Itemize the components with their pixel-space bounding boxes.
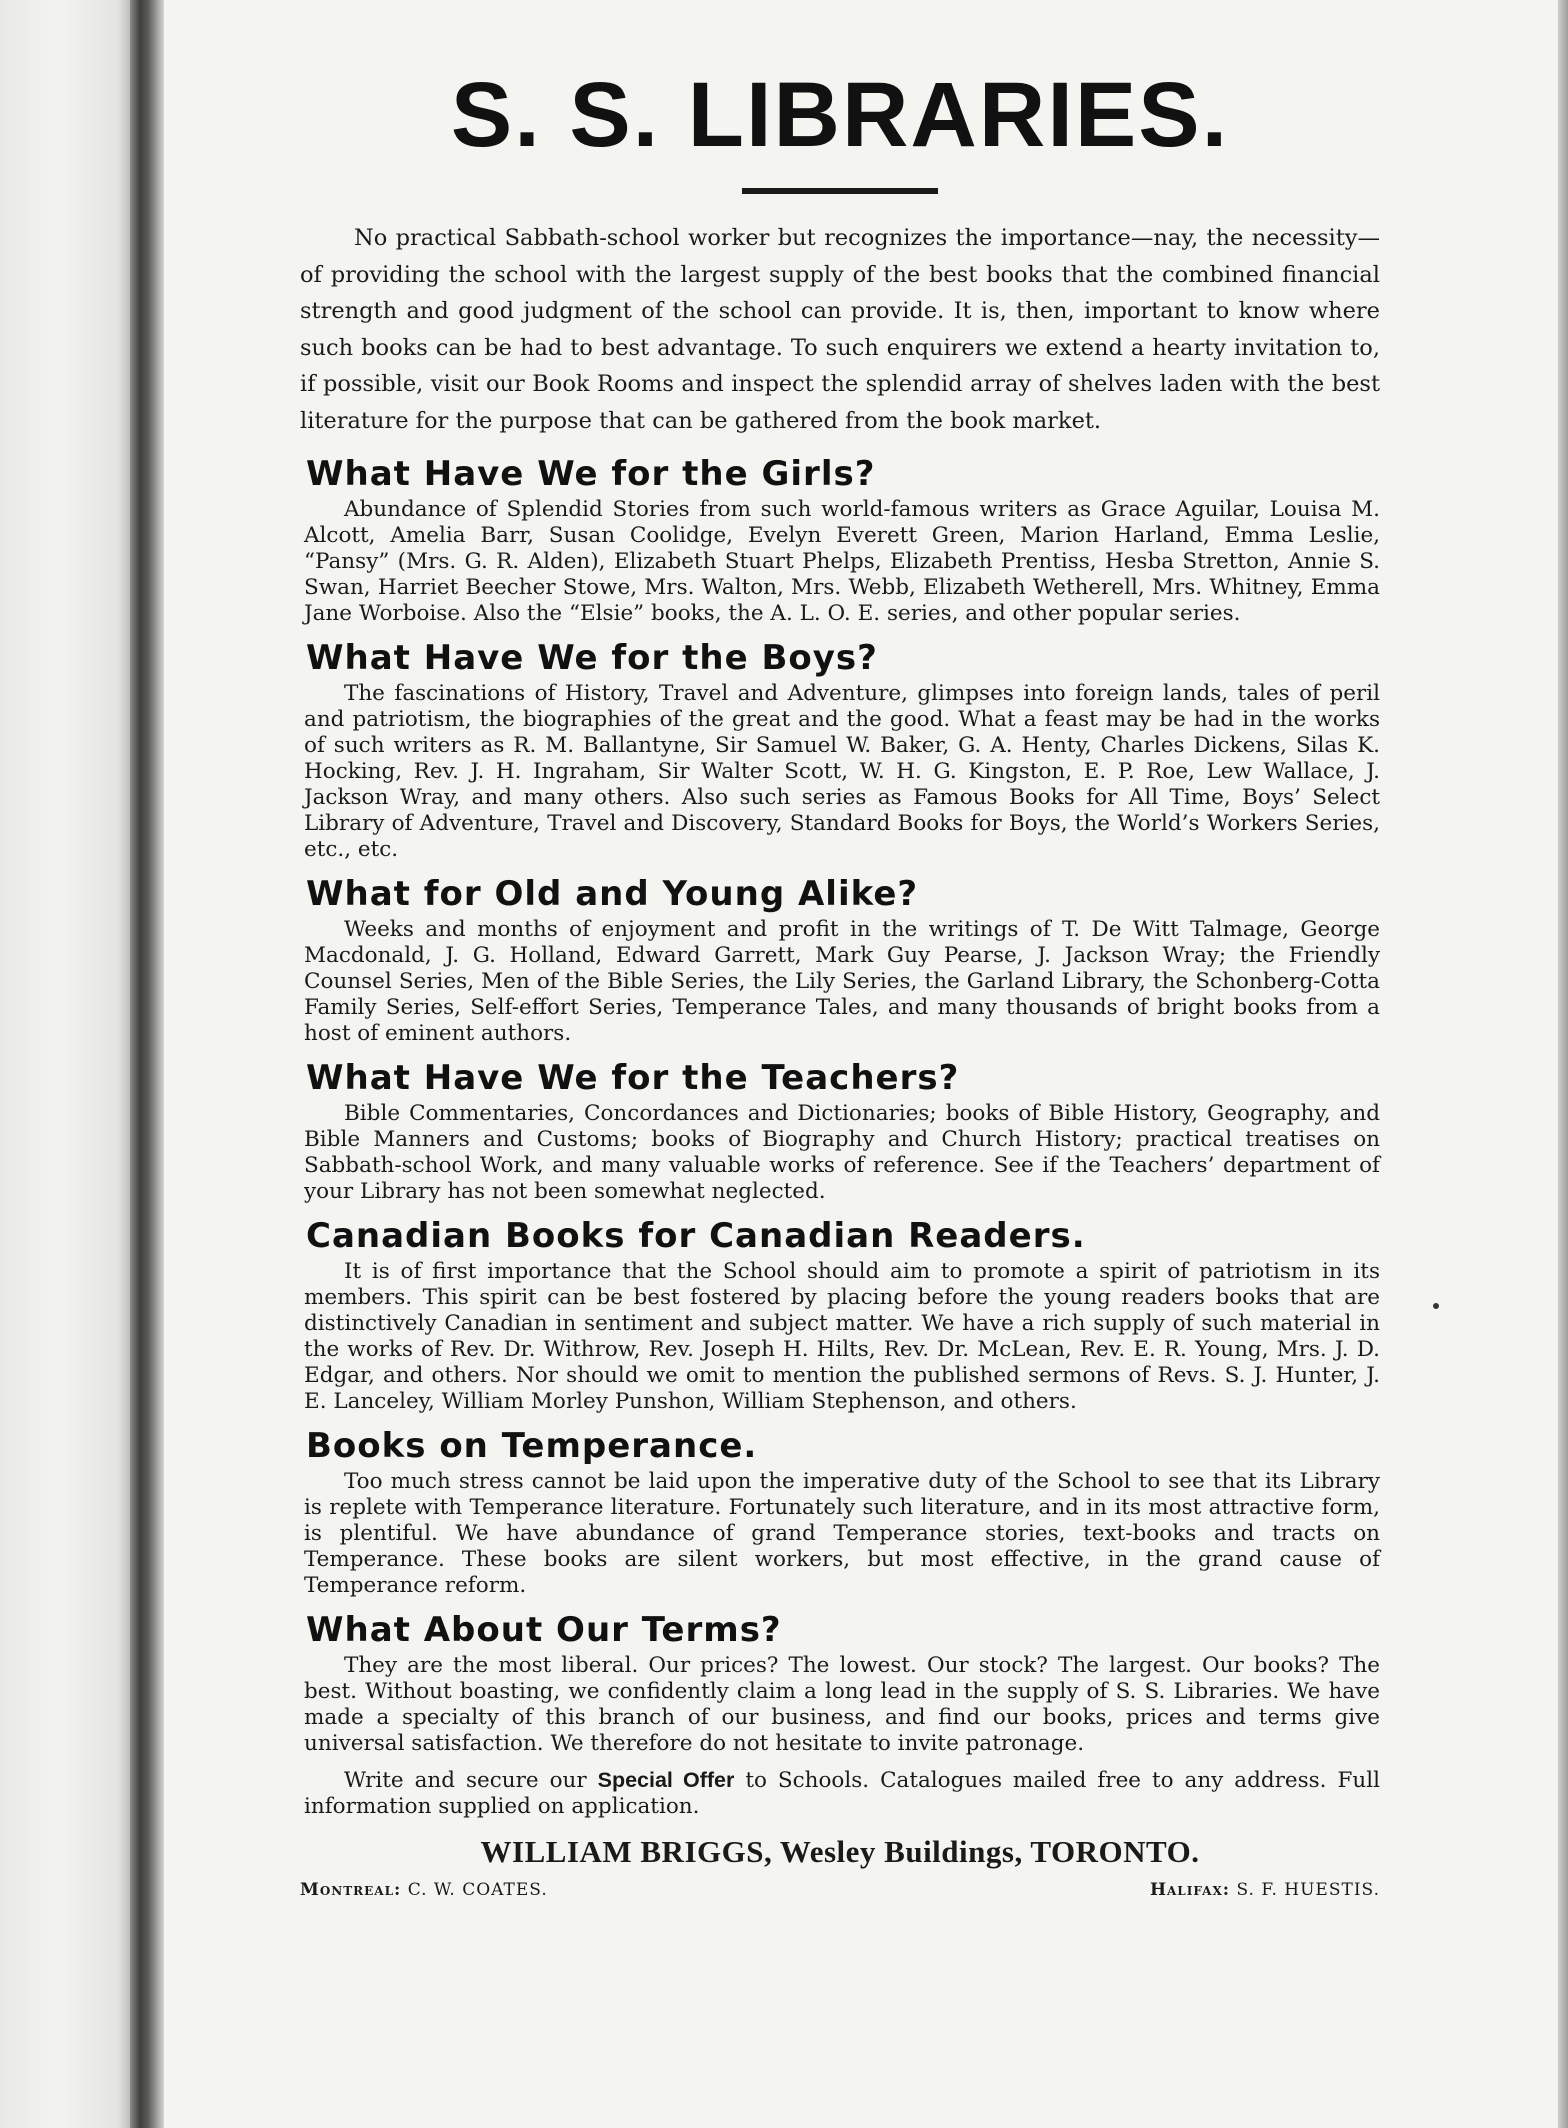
- section-old-and-young: [300, 873, 1380, 1047]
- section-canadian-books: [300, 1215, 1380, 1415]
- page-binding-edge: [130, 0, 164, 2128]
- special-offer-label: Special Offer: [597, 1768, 735, 1792]
- section-boys: [300, 637, 1380, 863]
- section-teachers: [300, 1057, 1380, 1205]
- section-body: Too much stress cannot be laid upon the imperative duty of the School to see that its Library is replete with Temperance literature. Fortunately such literature, and in its most attractive form, is plentiful. We have abundance of grand Temperance stories, text-books and tracts on Temperance. These books are silent workers, but most effective, in the grand cause of Temperance reform.: [304, 1469, 1380, 1598]
- section-body: The fascinations of History, Travel and Adventure, glimpses into foreign lands, tales of peril and patriotism, the biographies of the great and the good. What a feast may be had in the works of such writers as R. M. Ballantyne, Sir Samuel W. Baker, G. A. Henty, Charles Dickens, Silas K. Hocking, Rev. J. H. Ingraham, Sir Walter Scott, W. H. G. Kingston, E. P. Roe, Lew Wallace, J. Jackson Wray, and many others. Also such series as Famous Books for All Time, Boys’ Select Library of Adventure, Travel and Discovery, Standard Books for Boys, the World’s Workers Series, etc., etc.: [304, 681, 1380, 862]
- branch-offices: [300, 1880, 1380, 1900]
- section-heading: What Have We for the Teachers?: [306, 1058, 960, 1098]
- section-body: They are the most liberal. Our prices? The lowest. Our stock? The largest. Our books? The best. Without boasting, we confidently claim a long lead in the supply of S. S. Libraries. We have made a specialty of this branch of our business, and find our books, prices and terms give universal satisfaction. We therefore do not hesitate to invite patronage.: [304, 1653, 1380, 1756]
- section-girls: [300, 453, 1380, 627]
- offer-text-after: to Schools. Catalogues mailed free to any address. Full information supplied on application.: [304, 1768, 1380, 1819]
- intro-paragraph: No practical Sabbath-school worker but recognizes the importance—nay, the necessity—of providing the school with the largest supply of the best books that the combined financial strength and good judgment of the school can provide. It is, then, important to know where such books can be had to best advantage. To such enquirers we extend a hearty invitation to, if possible, visit our Book Rooms and inspect the splendid array of shelves laden with the best literature for the purpose that can be gathered from the book market.: [300, 225, 1380, 434]
- section-heading: What Have We for the Girls?: [306, 454, 876, 494]
- section-heading: Books on Temperance.: [306, 1426, 758, 1466]
- branch-agent: S. F. HUESTIS.: [1230, 1880, 1380, 1900]
- title-rule: [742, 188, 938, 194]
- section-temperance: [300, 1425, 1380, 1599]
- section-terms: [300, 1609, 1380, 1820]
- branch-halifax: [1150, 1880, 1380, 1900]
- print-speck: [1433, 1303, 1439, 1309]
- section-heading: What for Old and Young Alike?: [306, 874, 919, 914]
- section-body: It is of first importance that the School should aim to promote a spirit of patriotism in its members. This spirit can be best fostered by placing before the young readers books that are distinctively Canadian in sentiment and subject matter. We have a rich supply of such material in the works of Rev. Dr. Withrow, Rev. Joseph H. Hilts, Rev. Dr. McLean, Rev. E. R. Young, Mrs. J. D. Edgar, and others. Nor should we omit to mention the published sermons of Revs. S. J. Hunter, J. E. Lanceley, William Morley Punshon, William Stephenson, and others.: [304, 1259, 1380, 1414]
- section-heading: Canadian Books for Canadian Readers.: [306, 1216, 1086, 1256]
- section-body: Abundance of Splendid Stories from such world-famous writers as Grace Aguilar, Louisa M. Alcott, Amelia Barr, Susan Coolidge, Evelyn Everett Green, Marion Harland, Emma Leslie, “Pansy” (Mrs. G. R. Alden), Elizabeth Stuart Phelps, Elizabeth Prentiss, Hesba Stretton, Annie S. Swan, Harriet Beecher Stowe, Mrs. Walton, Mrs. Webb, Elizabeth Wetherell, Mrs. Whitney, Emma Jane Worboise. Also the “Elsie” books, the A. L. O. E. series, and other popular series.: [304, 497, 1380, 626]
- section-body: Weeks and months of enjoyment and profit in the writings of T. De Witt Talmage, George Macdonald, J. G. Holland, Edward Garrett, Mark Guy Pearse, J. Jackson Wray; the Friendly Counsel Series, Men of the Bible Series, the Lily Series, the Garland Library, the Schonberg-Cotta Family Series, Self-effort Series, Temperance Tales, and many thousands of bright books from a host of eminent authors.: [304, 917, 1380, 1046]
- special-offer-paragraph: [304, 1767, 1380, 1820]
- section-body: Bible Commentaries, Concordances and Dictionaries; books of Bible History, Geography, and Bible Manners and Customs; books of Biography and Church History; practical treatises on Sabbath-school Work, and many valuable works of reference. See if the Teachers’ department of your Library has not been somewhat neglected.: [304, 1101, 1380, 1204]
- section-heading: What About Our Terms?: [306, 1610, 782, 1650]
- section-heading: What Have We for the Boys?: [306, 638, 878, 678]
- branch-city: Halifax:: [1149, 1880, 1231, 1900]
- left-scan-margin: [0, 0, 130, 2128]
- branch-city: Montreal:: [300, 1880, 402, 1900]
- branch-agent: C. W. COATES.: [401, 1880, 548, 1900]
- page-title: S. S. LIBRARIES.: [450, 64, 1230, 166]
- publisher-line: WILLIAM BRIGGS, Wesley Buildings, TORONTO.: [480, 1834, 1200, 1869]
- offer-text-before: Write and secure our: [344, 1768, 598, 1793]
- right-scan-edge: [1558, 0, 1568, 2128]
- branch-montreal: [300, 1880, 548, 1900]
- advertisement-content: [300, 60, 1380, 1900]
